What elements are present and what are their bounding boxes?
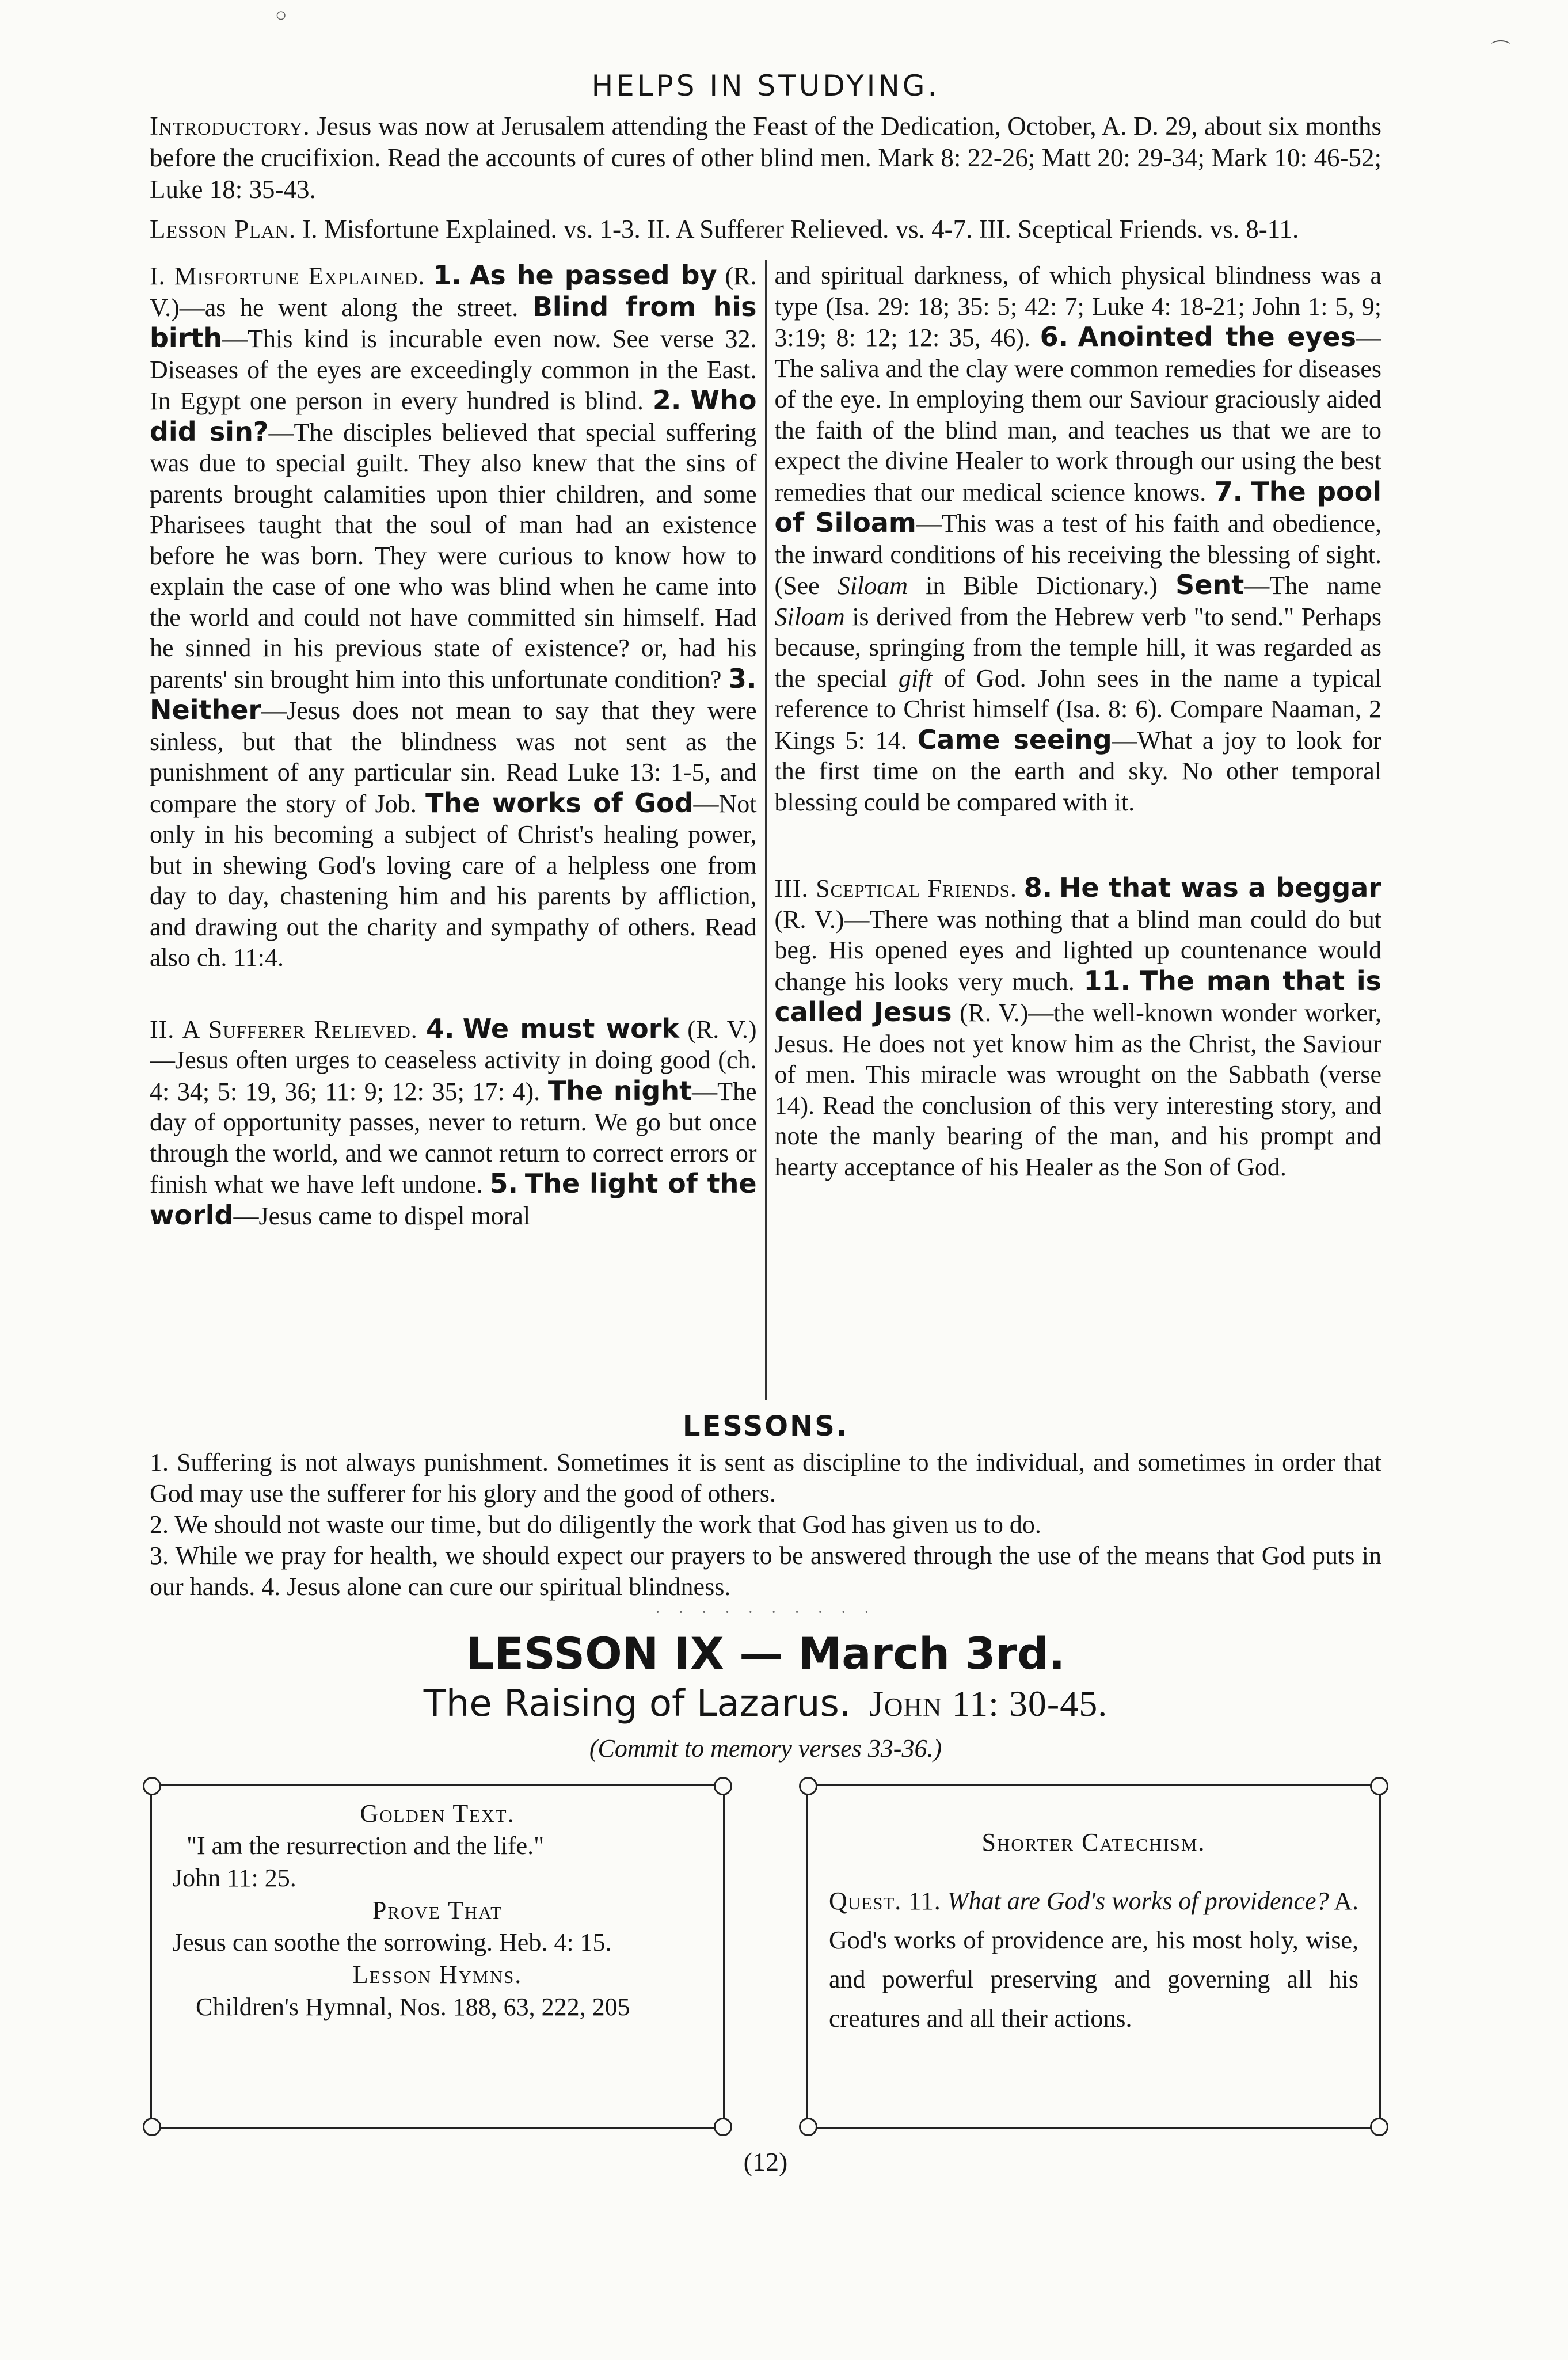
memory-verses: (Commit to memory verses 33-36.) (589, 1734, 942, 1763)
verse-term: Sent (1175, 569, 1244, 600)
ornament-icon (143, 1777, 161, 1795)
verse-term: We must work (462, 1012, 680, 1044)
section-heading: II. A Sufferer Relieved. (150, 1015, 418, 1044)
answer-text: God's works of providence are, his most holy, wise, and powerful preserving and governing all his creatures and all their actions. (829, 1926, 1358, 2032)
lesson-item: 1. Suffering is not always punishment. Sometimes it is sent as discipline to the individual, and sometimes in order that God may use the sufferer for his glory and the good of others. (150, 1448, 1381, 1508)
lesson-plan-paragraph (150, 214, 1381, 245)
verse-term: The man that is called Jesus (774, 965, 1381, 1027)
verse-term: As he passed by (469, 260, 717, 291)
divider: · · · · · · · · · · (654, 1604, 877, 1621)
verse-note: —Jesus does not mean to say that they were sinless, but that the blindness was not sent as the punishment of any particular sin. Read Luke 13: 1-5, and compare the story of Job. (150, 696, 757, 818)
verse-note: —This was a test of his faith and obedience, the inward conditions of his receiving the blessing of sight. (See (774, 509, 1381, 600)
verse-note: (R. V.)—Jesus often urges to ceaseless activity in doing good (ch. 4: 34; 5: 19, 36; 11: 9; 12: 35; 17: 4). (150, 1015, 757, 1106)
verse-note: —The name (1244, 572, 1381, 600)
verse-note: and spiritual darkness, of which physical blindness was a type (Isa. 29: 18; 35: 5; 42: 7; Luke 4: 18-21; John 1: 5, 9; 3:19; 8: 12; 12: 35, 46). (774, 261, 1381, 352)
verse-note: —Jesus came to dispel moral (233, 1201, 531, 1230)
verse-number: 4. (426, 1012, 455, 1044)
golden-text-box (150, 1784, 725, 2129)
verse-note: (R. V.)—the well-known wonder worker, Jesus. He does not yet know him as the Christ, the Saviour of men. This miracle was wrought on the Sabbath (verse 14). Read the conclusion of this very interesting story, and note the manly bearing of the man, and his prompt and hearty acceptance of his Healer as the Son of God. (774, 999, 1381, 1181)
verse-note: —The disciples believed that special suffering was due to special guilt. They also knew that the sins of parents brought calamities upon thier children, and some Pharisees taught that the soul of man had an existence before he was born. They were curious to know how to explain the case of one who was blind when he came into the world and could not have committed sin himself. Had he sinned in his previous state of existence? or, had his parents' sin brought him into this unfortunate condition? (150, 418, 757, 694)
prove-that-text: Jesus can soothe the sorrowing. Heb. 4: 15. (173, 1928, 612, 1956)
document-page (150, 69, 1381, 2177)
golden-text-heading: Golden Text. (360, 1799, 515, 1828)
ornament-icon (1370, 1777, 1388, 1795)
verse-number: 2. (652, 385, 682, 416)
verse-term: Who did sin? (150, 385, 757, 447)
ornament-icon (799, 2118, 817, 2136)
italic-word: Siloam (774, 602, 845, 631)
verse-note: —This kind is incurable even now. See verse 32. Diseases of the eyes are exceedingly common in the East. In Egypt one person in every hundred is blind. (150, 325, 757, 415)
section-sceptical-friends (775, 873, 1382, 1182)
scan-speck: ○ (275, 5, 287, 26)
verse-note: —Not only in his becoming a subject of Christ's healing power, but in shewing God's loving care of a helpless one from day to day, chastening him and his parents by affliction, and drawing out the charity and sympathy of others. Read also ch. 11:4. (150, 789, 757, 972)
verse-number: 1. (433, 260, 462, 291)
left-column (150, 260, 765, 1400)
italic-word: Siloam (837, 572, 908, 600)
catechism-heading: Shorter Catechism. (981, 1828, 1206, 1856)
prove-that-heading: Prove That (372, 1896, 503, 1924)
verse-note: —The day of opportunity passes, never to return. We go but once through the world, and we cannot return to correct errors or finish what we have left undone. (150, 1077, 757, 1198)
verse-number: 5. (489, 1168, 518, 1199)
verse-term: Neither (150, 694, 262, 725)
ornament-icon (1370, 2118, 1388, 2136)
scan-speck: ⌒ (1491, 40, 1510, 62)
catechism-box (806, 1784, 1381, 2129)
verse-note: —The saliva and the clay were common remedies for diseases of the eye. In employing them our Saviour graciously aided the faith of the blind man, and teaches us that we are to expect the divine Healer to work through our using the best remedies that our medical science knows. (774, 323, 1381, 507)
ornament-icon (714, 2118, 732, 2136)
section-heading: III. Sceptical Friends. (774, 874, 1017, 903)
lessons-title: LESSONS. (682, 1410, 849, 1442)
commentary-columns (150, 260, 1381, 1400)
question-label: Quest. 11. (829, 1887, 941, 1915)
question-text: What are God's works of providence? (947, 1887, 1329, 1915)
introductory-paragraph (150, 111, 1381, 205)
verse-number: 3. (728, 663, 757, 694)
verse-note: in Bible Dictionary.) (926, 572, 1158, 600)
section-misfortune-explained (150, 260, 757, 973)
lesson-hymns-heading: Lesson Hymns. (352, 1961, 523, 1989)
verse-term: The light of the world (150, 1168, 757, 1231)
answer-label: A. (1334, 1887, 1358, 1915)
ornament-icon (799, 1777, 817, 1795)
lesson-item: 2. We should not waste our time, but do diligently the work that God has given us to do. (150, 1510, 1041, 1539)
section-heading: I. Misfortune Explained. (150, 262, 425, 290)
introductory-label: Introductory. (150, 112, 310, 140)
verse-term: Anointed the eyes (1078, 321, 1356, 352)
continued-notes (775, 260, 1382, 817)
lesson-item: 3. While we pray for health, we should expect our prayers to be answered through the use of the means that God puts in our hands. 4. Jesus alone can cure our spiritual blindness. (150, 1541, 1381, 1601)
ornament-icon (714, 1777, 732, 1795)
verse-note: of God. John sees in the name a typical reference to Christ himself (Isa. 8: 6). Compare Naaman, 2 Kings 5: 14. (774, 664, 1381, 755)
golden-text-ref: John 11: 25. (173, 1864, 296, 1892)
verse-note: (R. V.)—There was nothing that a blind man could do but beg. His opened eyes and lighted up countenance would change his looks very much. (774, 905, 1381, 996)
lesson-title: The Raising of Lazarus. (423, 1683, 851, 1725)
golden-text-quote: "I am the resurrection and the life." (187, 1832, 545, 1860)
verse-note: —What a joy to look for the first time on the earth and sky. No other temporal blessing could be compared with it. (774, 726, 1381, 816)
verse-term: The works of God (425, 787, 694, 819)
verse-term: Came seeing (917, 724, 1112, 755)
right-column (765, 260, 1382, 1400)
verse-number: 11. (1083, 965, 1131, 996)
ornament-icon (143, 2118, 161, 2136)
lesson-reference: John 11: 30-45. (869, 1683, 1108, 1724)
boxes-row (150, 1784, 1381, 2141)
lesson-hymns-text: Children's Hymnal, Nos. 188, 63, 222, 205 (196, 1993, 630, 2021)
lesson-plan-label: Lesson Plan. (150, 215, 296, 243)
verse-term: He that was a beggar (1059, 872, 1381, 903)
verse-note: (R. V.)—as he went along the street. (150, 262, 757, 322)
verse-number: 7. (1214, 475, 1243, 507)
verse-number: 8. (1023, 872, 1053, 903)
lesson-heading: LESSON IX — March 3rd. (466, 1628, 1065, 1679)
lesson-title-line (150, 1680, 1381, 1728)
introductory-text: Jesus was now at Jerusalem attending the Feast of the Dedication, October, A. D. 29, about six months before the crucifixion. Read the accounts of cures of other blind men. Mark 8: 22-26; Matt 20: 29-34; Mark 10: 46-52; Luke 18: 35-43. (150, 112, 1381, 204)
lesson-plan-text: I. Misfortune Explained. vs. 1-3. II. A Sufferer Relieved. vs. 4-7. III. Sceptical Friends. vs. 8-11. (302, 215, 1299, 243)
verse-note: is derived from the Hebrew verb "to send." Perhaps because, springing from the temple hill, it was regarded as the special (774, 602, 1381, 692)
verse-term: The pool of Siloam (774, 475, 1381, 538)
verse-term: Blind from his birth (150, 291, 757, 353)
running-head: HELPS IN STUDYING. (591, 69, 940, 102)
section-sufferer-relieved (150, 1014, 757, 1232)
italic-word: gift (898, 664, 933, 692)
verse-term: The night (547, 1075, 692, 1106)
verse-number: 6. (1040, 321, 1069, 352)
page-number: (12) (743, 2147, 788, 2176)
catechism-body (829, 1882, 1358, 2038)
